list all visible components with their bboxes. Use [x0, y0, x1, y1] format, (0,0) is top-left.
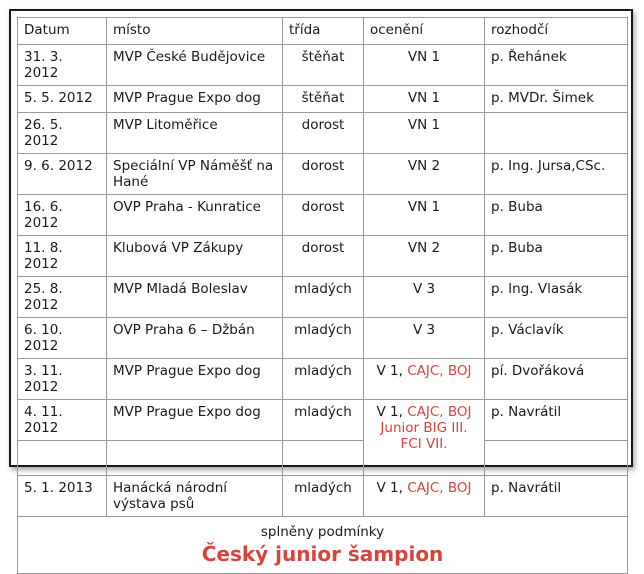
cell-judge: p. Ing. Jursa,CSc.	[485, 154, 628, 195]
cell-place: MVP Prague Expo dog	[107, 86, 283, 113]
cell-place: MVP Litoměřice	[107, 113, 283, 154]
award-text: V 1,	[376, 404, 408, 420]
table-row	[18, 236, 628, 277]
header-place: místo	[107, 18, 283, 45]
results-table	[17, 17, 628, 574]
cell-place: Klubová VP Zákupy	[107, 236, 283, 277]
cell-award	[364, 400, 485, 476]
cell-award	[364, 113, 485, 154]
cell-class: dorost	[283, 195, 364, 236]
award-text: VN 1	[407, 49, 441, 65]
cell-award	[364, 476, 485, 517]
cell-class: dorost	[283, 113, 364, 154]
cell-class: mladých	[283, 318, 364, 359]
cell-date: 11. 8. 2012	[18, 236, 107, 277]
cell-award	[364, 277, 485, 318]
cell-award	[364, 154, 485, 195]
cell-judge: pí. Dvořáková	[485, 359, 628, 400]
table-row-empty	[18, 441, 628, 476]
award-title: CAJC, BOJ	[407, 363, 472, 379]
cell-judge: p. Navrátil	[485, 476, 628, 517]
cell-place: OVP Praha 6 – Džbán	[107, 318, 283, 359]
table-row	[18, 277, 628, 318]
cell-empty	[107, 441, 283, 476]
cell-place: MVP Prague Expo dog	[107, 400, 283, 441]
junior-note: Junior BIG III. FCI VII.	[380, 420, 468, 452]
header-judge: rozhodčí	[485, 18, 628, 45]
cell-class: dorost	[283, 236, 364, 277]
cell-place: Hanácká národní výstava psů	[107, 476, 283, 517]
award-text: VN 2	[407, 240, 441, 256]
table-row	[18, 154, 628, 195]
award-text: VN 1	[407, 199, 441, 215]
cell-award	[364, 195, 485, 236]
cell-award	[364, 359, 485, 400]
summary-row	[18, 517, 628, 574]
results-frame	[9, 9, 633, 566]
award-text: V 1,	[376, 363, 408, 379]
cell-class: mladých	[283, 359, 364, 400]
cell-award	[364, 45, 485, 86]
award-title: CAJC, BOJ	[407, 404, 472, 420]
cell-place: MVP České Budějovice	[107, 45, 283, 86]
cell-class: dorost	[283, 154, 364, 195]
cell-judge	[485, 113, 628, 154]
award-text: VN 2	[407, 158, 441, 174]
cell-date: 4. 11. 2012	[18, 400, 107, 441]
cell-place: OVP Praha - Kunratice	[107, 195, 283, 236]
header-class: třída	[283, 18, 364, 45]
award-text: V 3	[412, 322, 436, 338]
cell-judge: p. Buba	[485, 236, 628, 277]
cell-date: 5. 1. 2013	[18, 476, 107, 517]
cell-date: 9. 6. 2012	[18, 154, 107, 195]
table-row	[18, 113, 628, 154]
header-award: ocenění	[364, 18, 485, 45]
header-date: Datum	[18, 18, 107, 45]
cell-class: mladých	[283, 400, 364, 441]
cell-empty	[18, 441, 107, 476]
table-row	[18, 400, 628, 441]
table-row	[18, 86, 628, 113]
summary-label: splněny podmínky	[260, 524, 385, 540]
cell-judge: p. MVDr. Šimek	[485, 86, 628, 113]
cell-date: 25. 8. 2012	[18, 277, 107, 318]
award-text: V 3	[412, 281, 436, 297]
table-row	[18, 195, 628, 236]
cell-judge: p. Navrátil	[485, 400, 628, 441]
award-title: CAJC, BOJ	[407, 480, 472, 496]
cell-judge: p. Buba	[485, 195, 628, 236]
cell-date: 31. 3. 2012	[18, 45, 107, 86]
cell-date: 5. 5. 2012	[18, 86, 107, 113]
cell-award	[364, 318, 485, 359]
summary-cell	[18, 517, 628, 574]
cell-date: 16. 6. 2012	[18, 195, 107, 236]
cell-place: Speciální VP Náměšť na Hané	[107, 154, 283, 195]
cell-class: mladých	[283, 476, 364, 517]
cell-place: MVP Mladá Boleslav	[107, 277, 283, 318]
table-row	[18, 359, 628, 400]
cell-date: 3. 11. 2012	[18, 359, 107, 400]
cell-place: MVP Prague Expo dog	[107, 359, 283, 400]
cell-award	[364, 86, 485, 113]
cell-judge: p. Ing. Vlasák	[485, 277, 628, 318]
cell-empty	[283, 441, 364, 476]
cell-award	[364, 236, 485, 277]
table-row	[18, 45, 628, 86]
award-text: VN 1	[407, 117, 441, 133]
cell-judge: p. Václavík	[485, 318, 628, 359]
cell-date: 26. 5. 2012	[18, 113, 107, 154]
cell-empty	[485, 441, 628, 476]
award-text: VN 1	[407, 90, 441, 106]
cell-class: štěňat	[283, 86, 364, 113]
table-row	[18, 476, 628, 517]
cell-judge: p. Řehánek	[485, 45, 628, 86]
table-row	[18, 318, 628, 359]
summary-title: Český junior šampion	[201, 542, 444, 566]
header-row	[18, 18, 628, 45]
cell-date: 6. 10. 2012	[18, 318, 107, 359]
award-text: V 1,	[376, 480, 408, 496]
cell-class: mladých	[283, 277, 364, 318]
cell-class: štěňat	[283, 45, 364, 86]
